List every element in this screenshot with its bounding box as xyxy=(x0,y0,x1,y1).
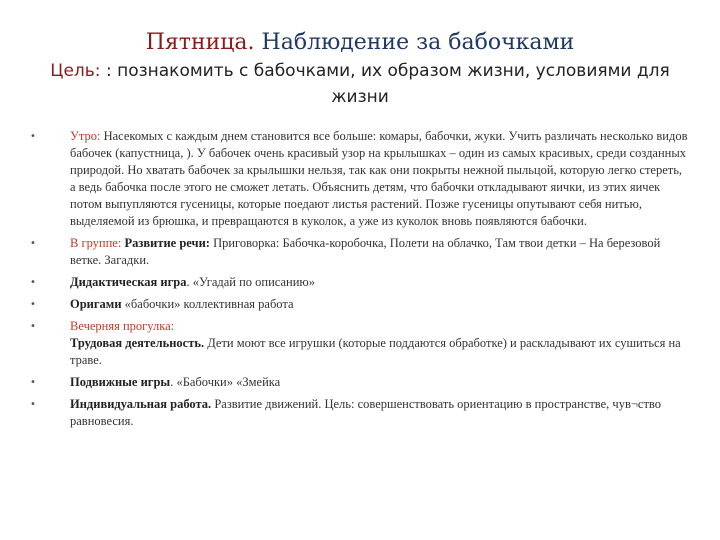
didactic-label: Дидактическая игра xyxy=(70,275,187,289)
list-item-morning xyxy=(28,128,688,230)
individual-label: Индивидуальная работа. xyxy=(70,397,212,411)
origami-label: Оригами xyxy=(70,297,122,311)
speech-text: Приговорка: Бабочка-коробочка, Полети на облачко, Там твои детки – На березовой ветке. Загадки. xyxy=(70,236,661,267)
individual-text: Развитие движений. Цель: совершенствовать ориентацию в пространстве, чув¬ство равновесия. xyxy=(70,397,661,428)
outdoor-text: . «Бабочки» «Змейка xyxy=(170,375,281,389)
activity-list xyxy=(28,128,688,435)
bullet-icon: • xyxy=(30,131,36,142)
list-item-walk xyxy=(28,318,688,369)
group-prefix: В группе: xyxy=(70,236,122,250)
morning-text: Насекомых с каждым днем становится все больше: комары, бабочки, жуки. Учить различать несколько видов бабочек (капустница, ). У бабочек очень красивый узор на крылышках – один из самых красивых, среди созданных природой. Но хватать бабочек за крылышки нельзя, так как они покрыты нежной пыльцой, которую легко стереть, а ведь бабочка после этого не сможет летать. Объяснить детям, что бабочки откладывают яички, из этих яичек потом выпупляются гусеницы, которые поедают листья растений. Позже гусеницы опутывают себя нитью, выделяемой из брюшка, и превращаются в куколок, а уже из куколок вновь появляются бабочки. xyxy=(70,129,688,228)
bullet-icon: • xyxy=(30,238,36,249)
bullet-icon: • xyxy=(30,321,36,332)
title-main: Наблюдение за бабочками xyxy=(261,30,575,55)
list-item-didactic xyxy=(28,274,688,291)
slide-title xyxy=(0,30,720,55)
title-prefix: Пятница. xyxy=(145,30,255,55)
goal-label: Цель: xyxy=(50,61,101,81)
bullet-icon: • xyxy=(30,377,36,388)
goal-text: : познакомить с бабочками, их образом жизни, условиями для жизни xyxy=(105,61,670,107)
outdoor-label: Подвижные игры xyxy=(70,375,171,389)
didactic-text: . «Угадай по описанию» xyxy=(186,275,316,289)
speech-label: Развитие речи: xyxy=(124,236,210,250)
bullet-icon: • xyxy=(30,277,36,288)
work-text: Дети моют все игрушки (которые поддаются обработке) и раскладывают их сушиться на траве. xyxy=(70,336,681,367)
bullet-icon: • xyxy=(30,299,36,310)
morning-label: Утро: xyxy=(70,129,101,143)
work-label: Трудовая деятельность. xyxy=(70,336,205,350)
list-item-individual xyxy=(28,396,688,430)
origami-text: «бабочки» коллективная работа xyxy=(124,297,294,311)
goal-statement xyxy=(40,58,680,110)
list-item-origami xyxy=(28,296,688,313)
bullet-icon: • xyxy=(30,399,36,410)
walk-label: Вечерняя прогулка: xyxy=(70,319,175,333)
list-item-group xyxy=(28,235,688,269)
list-item-outdoor xyxy=(28,374,688,391)
